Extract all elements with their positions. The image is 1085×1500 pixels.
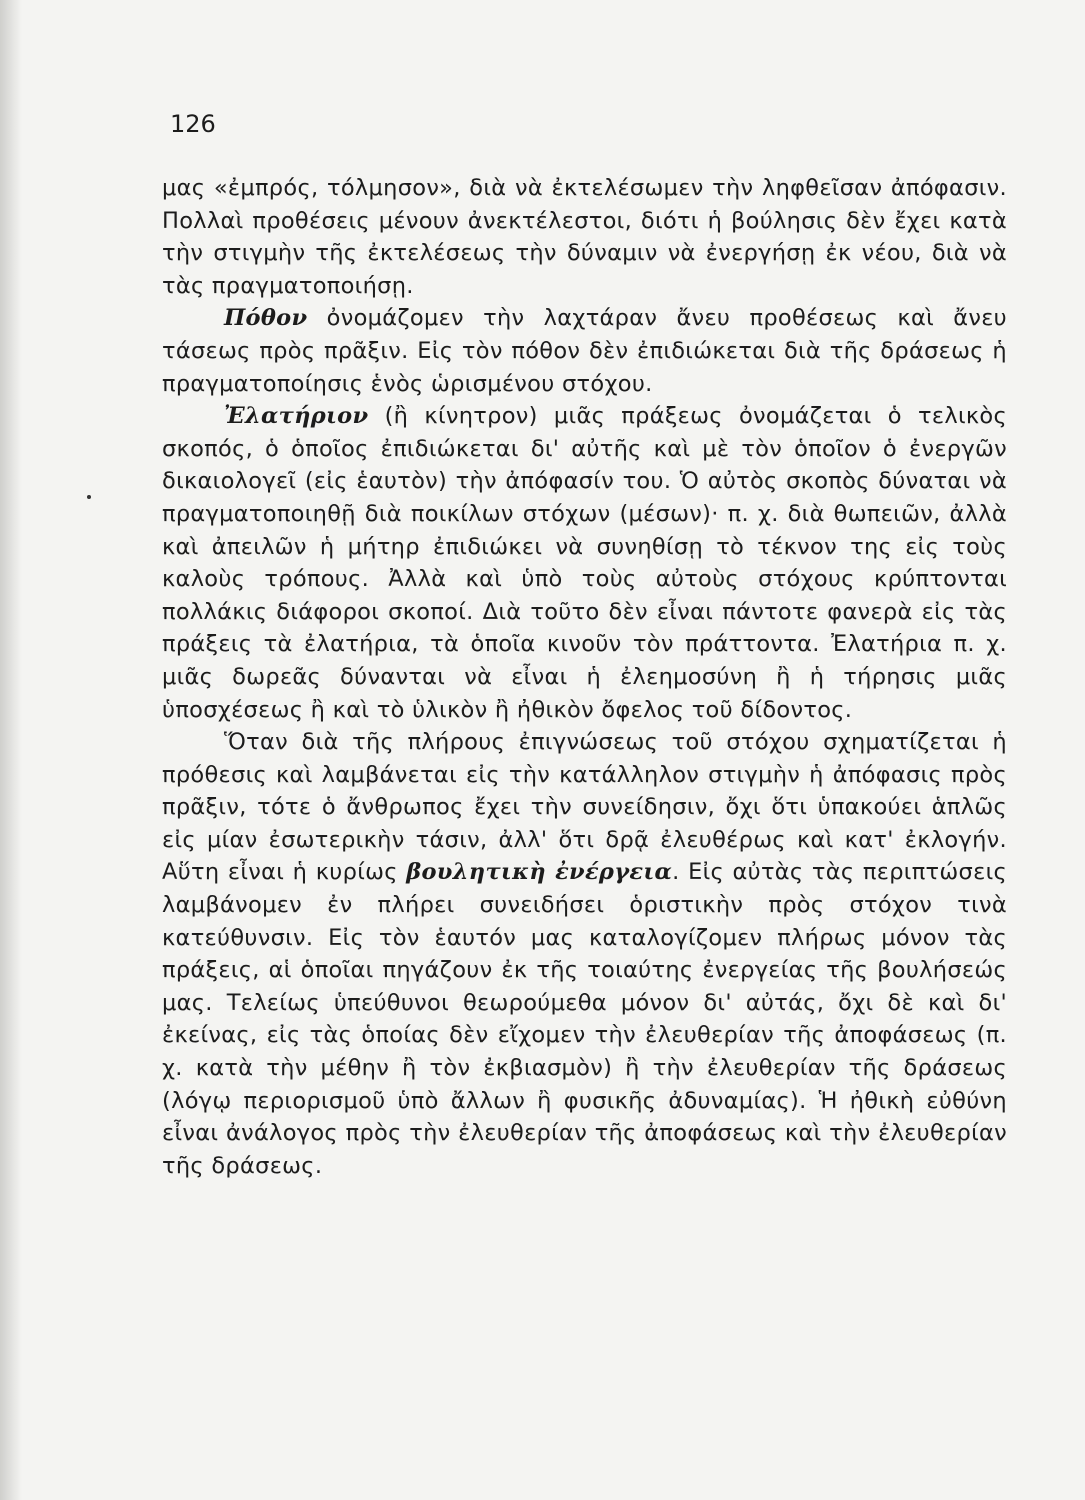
paragraph-1 <box>162 172 1007 302</box>
paragraph-4-text-before: Ὅταν διὰ τῆς πλήρους ἐπιγνώσεως τοῦ στόχου σχηματίζεται ἡ πρόθεσις καὶ λαμβάνεται εἰς τὴν κατάλληλον στιγμὴν ἡ ἀπόφασις πρὸς πρᾶξιν, τότε ὁ ἄνθρωπος ἔχει τὴν συνείδησιν, ὄχι ὅτι ὑπακούει ἁπλῶς εἰς μίαν ἐσωτερικὴν τάσιν, ἀλλ' ὅτι δρᾷ ἐλευθέρως καὶ κατ' ἐκλογήν. Αὕτη εἶναι ἡ κυρίως <box>162 729 1007 886</box>
term-pothos: Πόθον <box>224 305 308 332</box>
paragraph-3-text: (ἢ κίνητρον) μιᾶς πράξεως ὀνομάζεται ὁ τελικὸς σκοπός, ὁ ὁποῖος ἐπιδιώκεται δι' αὐτῆς καὶ μὲ τὸν ὁποῖον ὁ ἐνεργῶν δικαιολογεῖ (εἰς ἑαυτὸν) τὴν ἀπόφασίν του. Ὁ αὐτὸς σκοπὸς δύναται νὰ πραγματοποιηθῇ διὰ ποικίλων στόχων (μέσων)· π. χ. διὰ θωπειῶν, ἀλλὰ καὶ ἀπειλῶν ἡ μήτηρ ἐπιδιώκει νὰ συνηθίσῃ τὸ τέκνον της εἰς τοὺς καλοὺς τρόπους. Ἀλλὰ καὶ ὑπὸ τοὺς αὐτοὺς στόχους κρύπτονται πολλάκις διάφοροι σκοποί. Διὰ τοῦτο δὲν εἶναι πάντοτε φανερὰ εἰς τὰς πράξεις τὰ ἐλατήρια, τὰ ὁποῖα κινοῦν τὸν πράττοντα. Ἐλατήρια π. χ. μιᾶς δωρεᾶς δύνανται νὰ εἶναι ἡ ἐλεημοσύνη ἢ ἡ τήρησις μιᾶς ὑποσχέσεως ἢ καὶ τὸ ὑλικὸν ἢ ἠθικὸν ὄφελος τοῦ δίδοντος. <box>162 403 1007 723</box>
term-voulitiki-energeia: βουλητικὴ ἐνέργεια <box>406 859 673 886</box>
body-text <box>162 172 1007 1182</box>
paragraph-3 <box>162 400 1007 726</box>
page-number: 126 <box>170 110 216 138</box>
paragraph-4-text-after: . Εἰς αὐτὰς τὰς περιπτώσεις λαμβάνομεν ἐν πλήρει συνειδήσει ὁριστικὴν πρὸς στόχον τινὰ κατεύθυνσιν. Εἰς τὸν ἑαυτόν μας καταλογίζομεν πλήρως μόνον τὰς πράξεις, αἱ ὁποῖαι πηγάζουν ἐκ τῆς τοιαύτης ἐνεργείας τῆς βουλήσεώς μας. Τελείως ὑπεύθυνοι θεωρούμεθα μόνον δι' αὐτάς, ὄχι δὲ καὶ δι' ἐκείνας, εἰς τὰς ὁποίας δὲν εἴχομεν τὴν ἐλευθερίαν τῆς ἀποφάσεως (π. χ. κατὰ τὴν μέθην ἢ τὸν ἐκβιασμὸν) ἢ τὴν ἐλευθερίαν τῆς δράσεως (λόγῳ περιορισμοῦ ὑπὸ ἄλλων ἢ φυσικῆς ἀδυναμίας). Ἡ ἠθικὴ εὐθύνη εἶναι ἀνάλογος πρὸς τὴν ἐλευθερίαν τῆς ἀποφάσεως καὶ τὴν ἐλευθερίαν τῆς δράσεως. <box>162 859 1007 1179</box>
print-speck <box>87 495 91 499</box>
paragraph-1-text: μας «ἐμπρός, τόλμησον», διὰ νὰ ἐκτελέσωμεν τὴν ληφθεῖσαν ἀπόφασιν. Πολλαὶ προθέσεις μένουν ἀνεκτέλεστοι, διότι ἡ βούλησις δὲν ἔχει κατὰ τὴν στιγμὴν τῆς ἐκτελέσεως τὴν δύναμιν νὰ ἐνεργήσῃ ἐκ νέου, διὰ νὰ τὰς πραγματοποιήσῃ. <box>162 175 1007 299</box>
page-edge-shadow <box>0 0 22 1500</box>
term-elaterion: Ἐλατήριον <box>224 403 369 430</box>
paragraph-2-text: ὀνομάζομεν τὴν λαχτάραν ἄνευ προθέσεως καὶ ἄνευ τάσεως πρὸς πρᾶξιν. Εἰς τὸν πόθον δὲν ἐπιδιώκεται διὰ τῆς δράσεως ἡ πραγματοποίησις ἑνὸς ὡρισμένου στόχου. <box>162 305 1007 397</box>
paragraph-2 <box>162 302 1007 400</box>
paragraph-4 <box>162 726 1007 1182</box>
